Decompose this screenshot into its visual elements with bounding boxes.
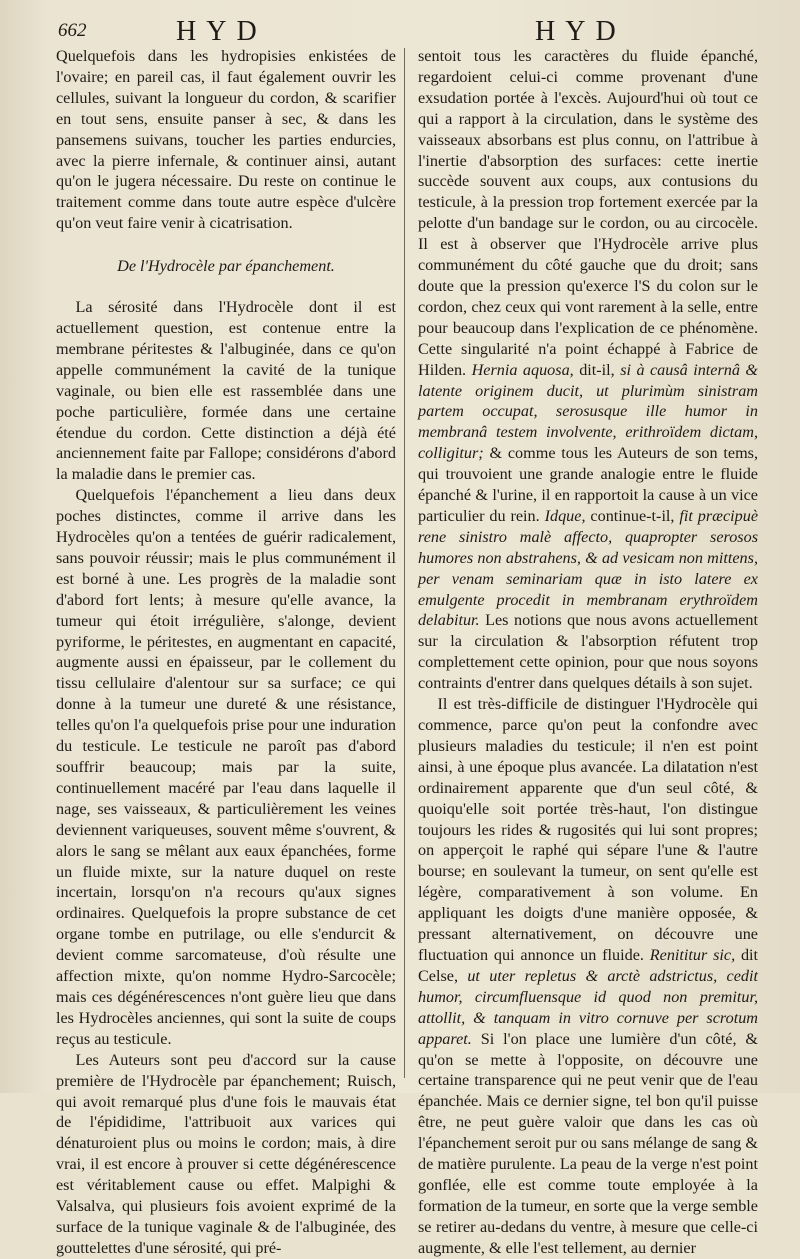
running-head-right: HYD bbox=[535, 16, 626, 47]
text-run: dit Celse, bbox=[418, 945, 759, 985]
left-column bbox=[56, 46, 396, 1259]
running-head-left: HYD bbox=[176, 16, 267, 47]
right-column bbox=[418, 46, 758, 1259]
paragraph: La sérosité dans l'Hydrocèle dont il est actuellement question, est contenue entre la membrane péritestes & l'albuginée, dans ce qu'on appelle communément la cavité de la tunique vaginale, ou bien elle est rassemblée dans une poche particulière, formée dans une certaine étendue du cordon. Cette distinction a déjà été anciennement faite par Fallope; considérons d'abord la maladie dans le premier cas. bbox=[56, 298, 396, 484]
latin-quote: Idque, bbox=[544, 506, 586, 525]
text-run: sentoit tous les caractères du fluide épanché, regardoient celui-ci comme provenant d'une exsudation portée à l'excès. Aujourd'hui où tout ce qui a rapport à la circulation, dans le système des vaisseaux absorbans est plus connu, on l'attribue à l'inertie d'absorption des surfaces: cette inertie succède souvent aux coups, aux contusions du testicule, à la pression trop fortement exercée par la pelotte d'un bandage sur le cordon, ou au circocèle. Il est à observer que l'Hydrocèle arrive plus communément du côté gauche que du droit; sans doute que la pression qu'exerce l'S du colon sur le cordon, chez ceux qui vont rarement à la selle, entre pour beaucoup dans l'explication de ce phénomène. Cette singularité n'a point échappé à Fabrice de Hilden. bbox=[418, 47, 758, 379]
latin-quote: si à causâ internâ & latente originem ducit, ut plurimùm sinistram partem occupat, serosusque ille humor in membranâ testem involvente, erithroïdem dictam, colligitur; bbox=[418, 360, 759, 463]
text-run: continue-t-il, bbox=[590, 506, 675, 525]
latin-quote: Hernia aquosa, bbox=[471, 360, 574, 379]
text-run: Si l'on place une lumière d'un côté, & qu'on se mette à l'opposite, on découvre une certaine transparence qui ne peut venir que de l'eau épanchée. Mais ce dernier signe, tel bon qu'il puisse être, ne peut guère valoir que dans les cas où l'épanchement seroit pur ou sans mélange de sang & de matière purulente. La peau de la verge n'est point gonflée, elle est comme toute employée à la formation de la tumeur, en sorte que la verge semble se retirer au-dedans du ventre, à mesure que celle-ci augmente, & elle l'est tellement, au dernier bbox=[418, 1029, 759, 1257]
paragraph bbox=[418, 694, 758, 1258]
paragraph bbox=[418, 46, 758, 694]
latin-quote: fit præcipuè rene sinistro malè affecto, quapropter serosos humores non abstrahens, & ad vesicam non mittens, per venam seminariam quæ in isto latere ex emulgente procedit in membranam erythroïdem delabitur. bbox=[418, 506, 759, 630]
paragraph: Les Auteurs sont peu d'accord sur la cause première de l'Hydrocèle par épanchement; Ruisch, qui avoit remarqué plus d'une fois le mauvais état de l'épididime, l'attribuoit aux varices qui dénaturoient plus ou moins le cordon; mais, à dire vrai, il est encore à prouver si cette dégénérescence est véritablement cause ou effet. Malpighi & Valsalva, qui plusieurs fois avoient exprimé de la surface de la tunique vaginale & de l'albuginée, des gouttelettes d'une sérosité, qui pré- bbox=[56, 1050, 396, 1257]
page-header bbox=[0, 16, 800, 48]
text-run: dit-il, bbox=[579, 360, 615, 379]
text-run: Les notions que nous avons actuellement sur la circulation & l'absorption réfutent trop complettement cette opinion, pour que nous soyons contraints d'entrer dans quelques détails à son sujet. bbox=[418, 611, 759, 693]
text-run: Il est très-difficile de distinguer l'Hydrocèle qui commence, parce qu'on peut la confondre avec plusieurs maladies du testicule; il n'en est point ainsi, à une époque plus avancée. La dilatation n'est ordinairement apparente que d'un seul côté, & quoiqu'elle soit portée très-haut, l'on distingue toujours les rides & rugosités qui lui sont propres; on apperçoit le raphé qui sépare l'une & l'autre bourse; en soulevant la tumeur, on sent qu'elle est légère, comparativement à son volume. En appliquant les doigts d'une manière opposée, & pressant alternativement, on découvre une fluctuation qui annonce un fluide. bbox=[418, 695, 758, 964]
paragraph: Quelquefois dans les hydropisies enkistées de l'ovaire; en pareil cas, il faut également ouvrir les cellules, suivant la longueur du cordon, & scarifier en tout sens, ensuite panser à sec, & dans les pansemens suivans, toucher les parties endurcies, avec la pierre infernale, & continuer ainsi, autant qu'on le jugera nécessaire. Du reste on continue le traitement comme dans toute autre espèce d'ulcère qu'on veut faire venir à cicatrisation. bbox=[56, 47, 396, 233]
section-heading: De l'Hydrocèle par épanchement. bbox=[117, 257, 335, 276]
latin-quote: Renititur sic, bbox=[649, 945, 736, 964]
column-divider bbox=[404, 48, 405, 1078]
latin-quote: ut uter repletus & arctè adstrictus, cedit humor, circumfluensque id quod non premitur, attollit, & tanquam in vitro cornuve per scrotum apparet. bbox=[418, 966, 758, 1048]
page-number: 662 bbox=[58, 20, 87, 41]
paragraph: Quelquefois l'épanchement a lieu dans deux poches distinctes, comme il arrive dans les Hydrocèles qu'on a tentées de guérir radicalement, sans pouvoir réussir; mais le plus communément il est borné à une. Les progrès de la maladie sont d'abord fort lents; à mesure qu'elle avance, la tumeur qui étoit irrégulière, s'alonge, devient pyriforme, le péritestes, en augmentant en capacité, augmente aussi en épaisseur, par le collement du tissu cellulaire d'alentour sur sa surface; ce qui donne à la tumeur une dureté & une résistance, telles qu'on l'a quelquefois prise pour une induration du testicule. Le testicule ne paroît pas d'abord souffrir beaucoup; mais par la suite, continuellement macéré par l'eau dans laquelle il nage, ses vaisseaux, & particulièrement les veines deviennent variqueuses, souvent même s'ouvrent, & alors le sang se mêlant aux eaux épanchées, forme un fluide mixte, sur la nature duquel on reste incertain, lorsqu'on n'a recours qu'aux signes ordinaires. Quelquefois la propre substance de cet organe tombe en putrilage, ou elle s'endurcit & devient comme sarcomateuse, d'où résulte une affection mixte, qu'on nomme Hydro-Sarcocèle; mais ces dégénérescences n'ont guère lieu que dans les Hydrocèles anciennes, qui sont la suite de coups reçus au testicule. bbox=[56, 486, 396, 1048]
text-run: & comme tous les Auteurs de son tems, qui trouvoient une grande analogie entre le fluide épanché & l'urine, il en rapportoit la cause à un vice particulier du rein. bbox=[418, 444, 759, 525]
